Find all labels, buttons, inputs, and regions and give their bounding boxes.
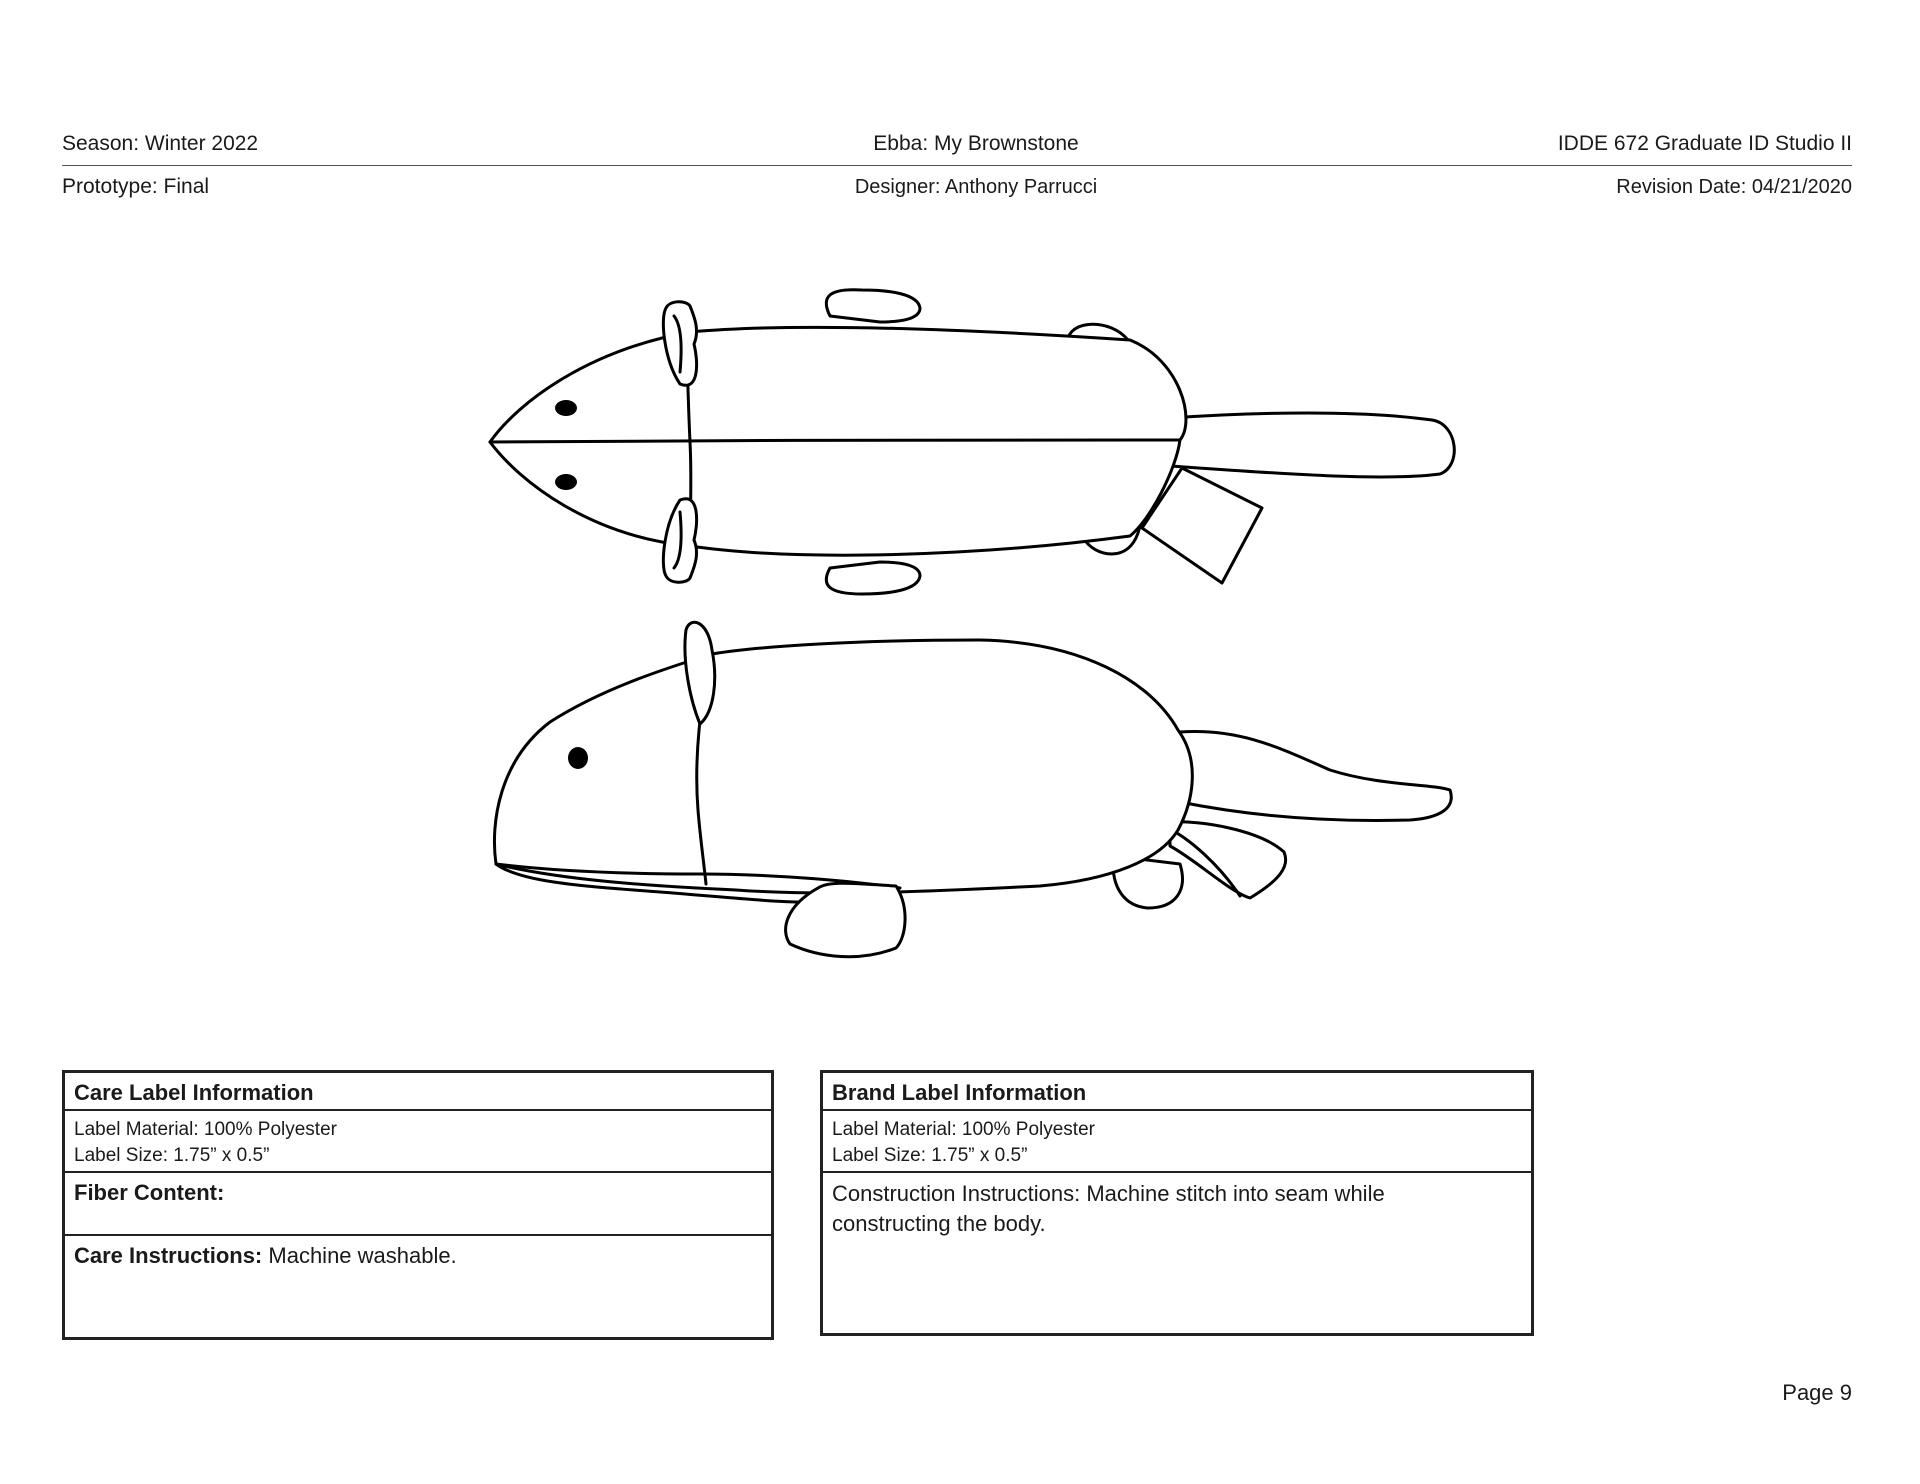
brand-label-material: Label Material: 100% Polyester	[832, 1119, 1095, 1140]
course-text: IDDE 672 Graduate ID Studio II	[1557, 132, 1852, 155]
project-title: Ebba: My Brownstone	[873, 132, 1079, 155]
revision-date-text: Revision Date: 04/21/2020	[1616, 176, 1852, 198]
prototype-text: Prototype: Final	[62, 175, 210, 198]
care-label-size: Label Size: 1.75” x 0.5”	[74, 1145, 270, 1166]
season-text: Season: Winter 2022	[62, 132, 259, 155]
brand-label-table	[820, 1070, 1534, 1336]
construction-instructions-row	[823, 1173, 1531, 1239]
care-instructions-row	[65, 1236, 771, 1270]
top-view-drawing	[490, 290, 1454, 594]
designer-text: Designer: Anthony Parrucci	[854, 176, 1098, 198]
care-instructions-value: Machine washable.	[262, 1243, 457, 1268]
top-left-eye	[555, 400, 577, 416]
care-instructions-label: Care Instructions:	[74, 1243, 263, 1268]
care-label-title: Care Label Information	[65, 1073, 771, 1111]
care-label-material-row	[65, 1111, 771, 1173]
brand-label-title: Brand Label Information	[823, 1073, 1531, 1111]
side-eye	[568, 747, 588, 769]
care-label-table	[62, 1070, 774, 1340]
page-number: Page 9	[1782, 1380, 1852, 1405]
brand-label-material-row	[823, 1111, 1531, 1173]
construction-instructions: Construction Instructions: Machine stitch into seam while constructing the body.	[832, 1181, 1385, 1236]
fiber-content-row	[65, 1173, 771, 1236]
fiber-content-label: Fiber Content:	[74, 1180, 225, 1205]
top-right-eye	[555, 474, 577, 490]
care-label-material: Label Material: 100% Polyester	[74, 1119, 337, 1140]
brand-label-size: Label Size: 1.75” x 0.5”	[832, 1145, 1028, 1166]
side-view-drawing	[494, 622, 1451, 956]
